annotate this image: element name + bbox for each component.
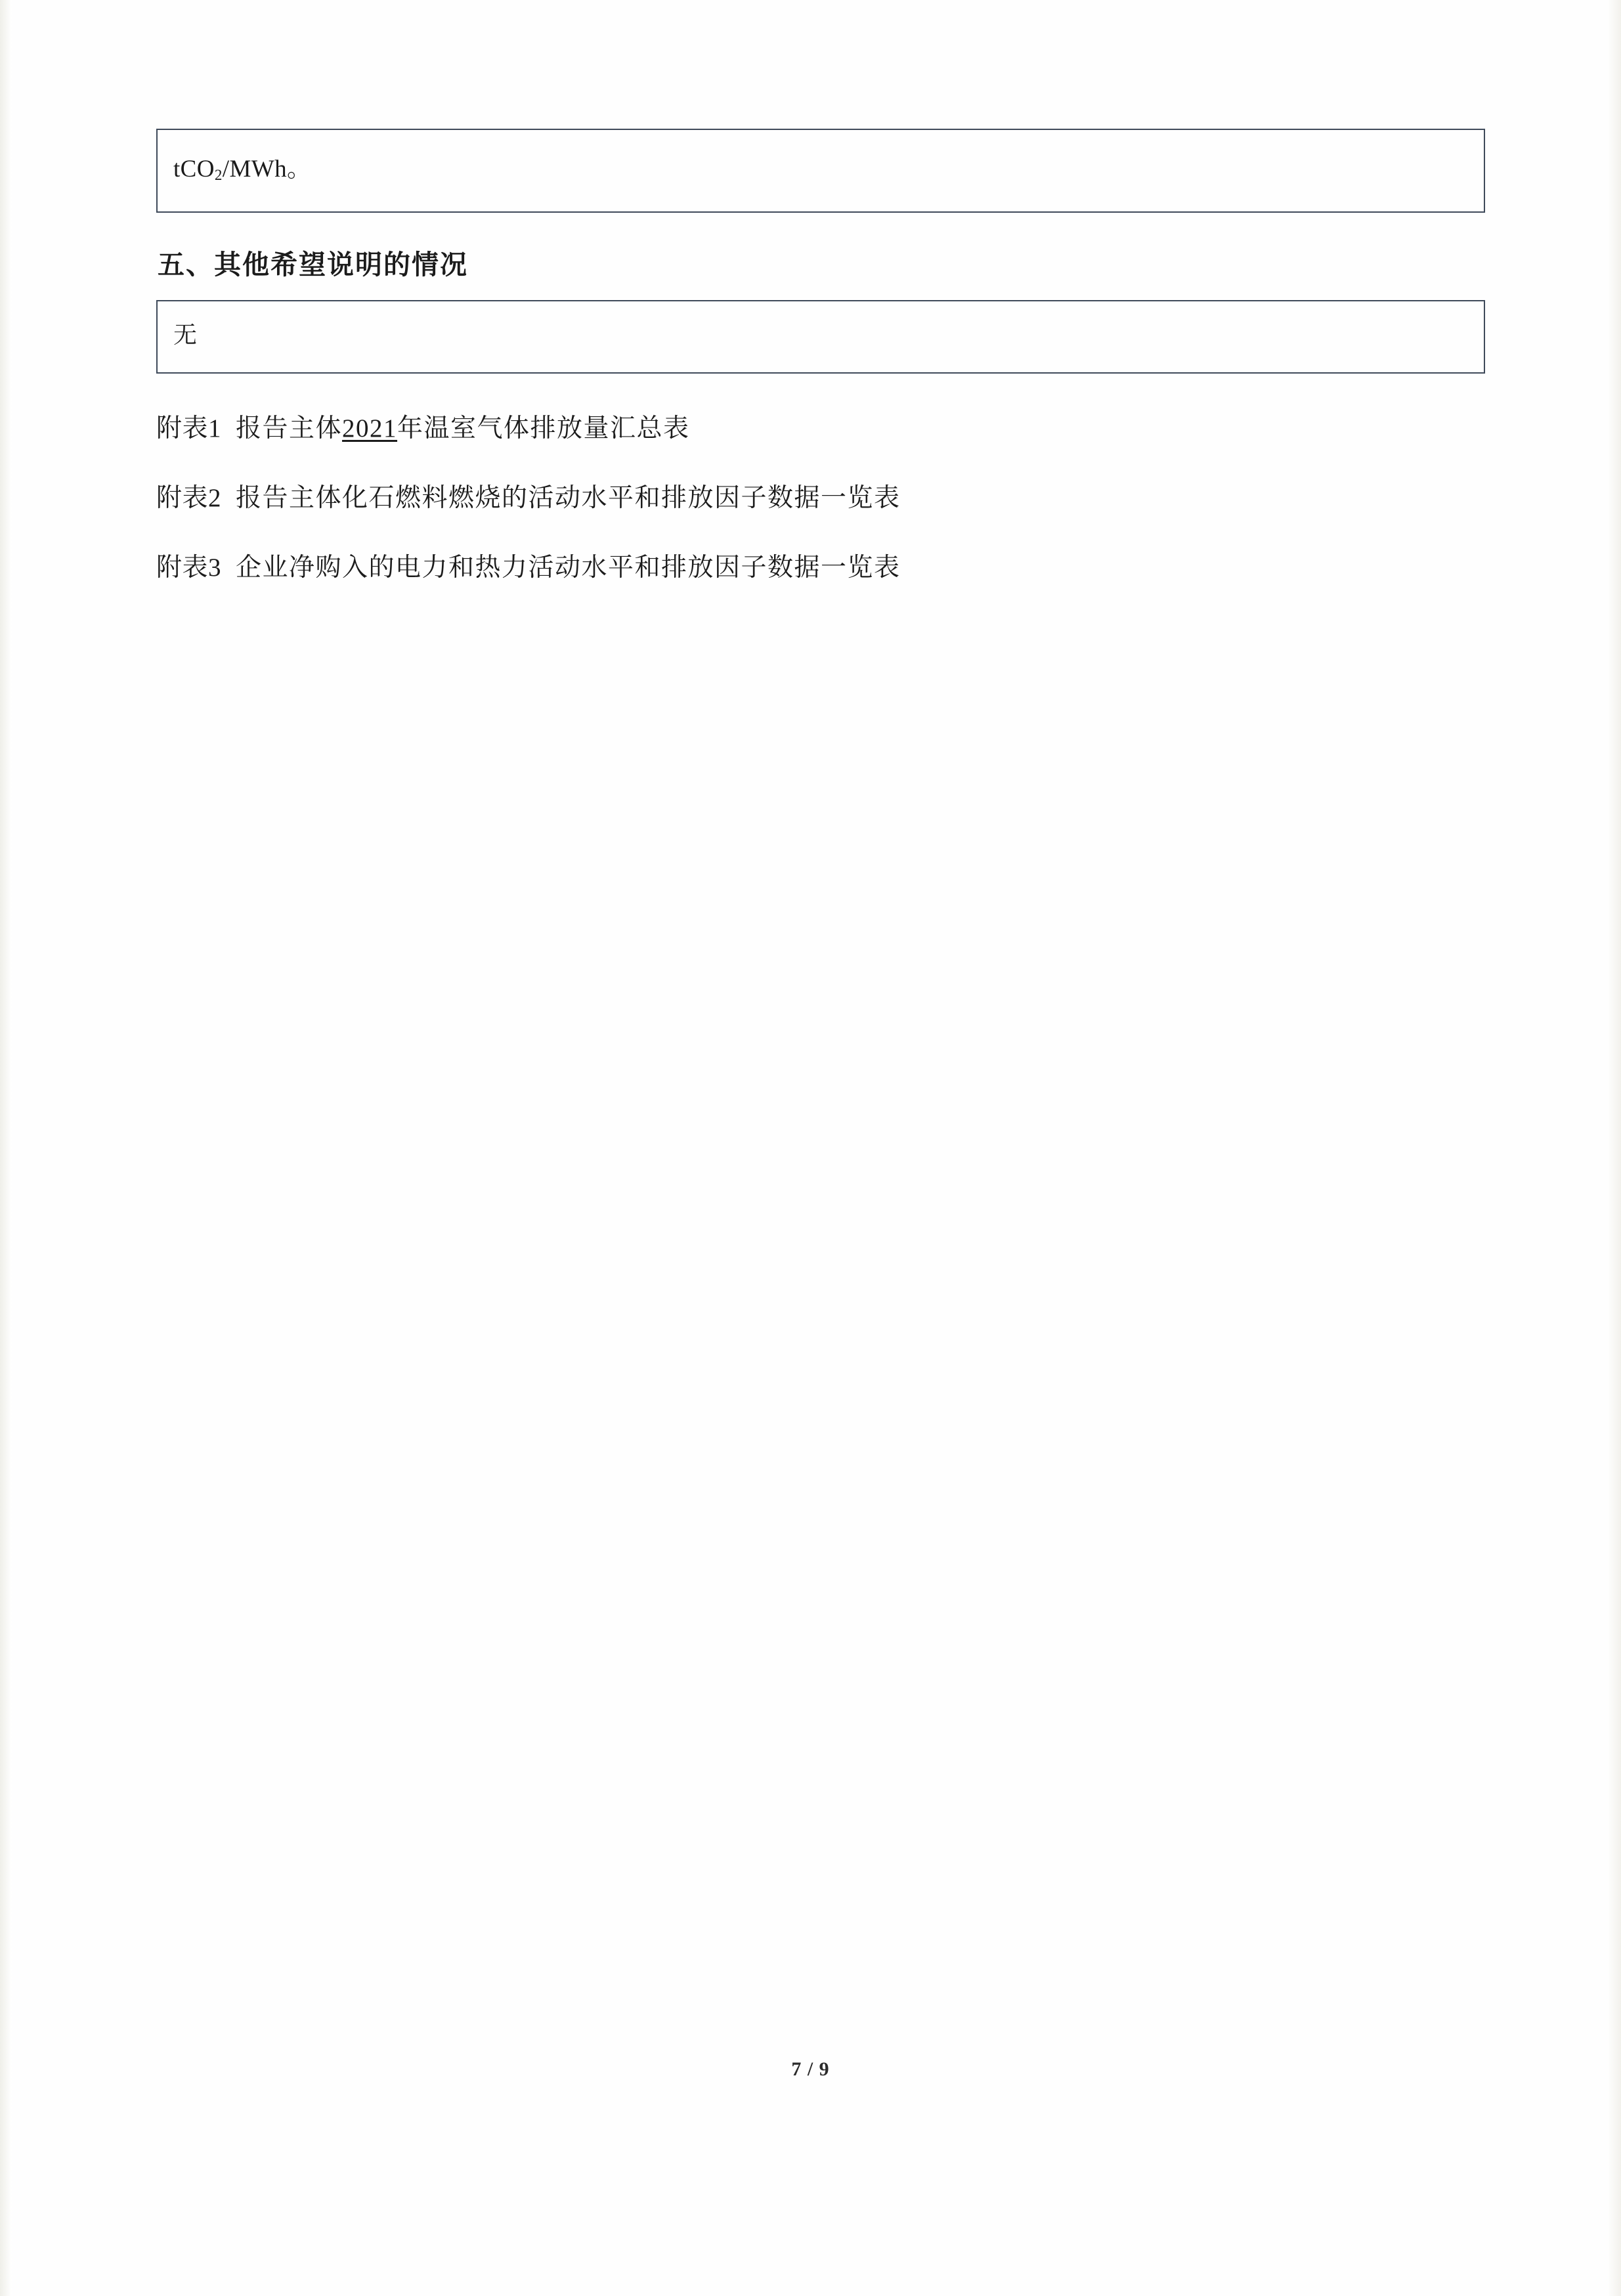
- attachment-index: 附表3: [156, 553, 222, 582]
- list-item: [156, 477, 1492, 514]
- scan-edge-left: [0, 0, 12, 2296]
- attachment-index: 附表1: [156, 414, 222, 443]
- scan-edge-right: [1607, 0, 1621, 2296]
- unit-answer-box: [156, 129, 1485, 213]
- unit-prefix: tCO: [173, 155, 215, 183]
- attachment-list: [156, 408, 1492, 584]
- attachment-text-before-year: 企业净购入的电力和热力活动水平和排放因子数据一览表: [236, 553, 901, 582]
- list-item: [156, 547, 1492, 584]
- attachment-text-before-year: 报告主体: [236, 414, 343, 443]
- section-heading-five: 五、其他希望说明的情况: [158, 249, 468, 280]
- list-item: [156, 408, 1492, 444]
- page-number: 7 / 9: [791, 2058, 830, 2080]
- section-five-answer-box: [156, 300, 1485, 374]
- attachment-text-after-year: 年温室气体排放量汇总表: [397, 414, 690, 443]
- section-five-answer-text: 无: [173, 322, 198, 349]
- unit-suffix: /MWh。: [222, 155, 312, 183]
- attachment-text-before-year: 报告主体化石燃料燃烧的活动水平和排放因子数据一览表: [236, 484, 901, 512]
- unit-subscript: 2: [214, 166, 223, 183]
- page-content: [156, 129, 1492, 617]
- attachment-index: 附表2: [156, 484, 222, 512]
- unit-answer-text: [173, 155, 311, 184]
- attachment-year: 2021: [342, 414, 398, 443]
